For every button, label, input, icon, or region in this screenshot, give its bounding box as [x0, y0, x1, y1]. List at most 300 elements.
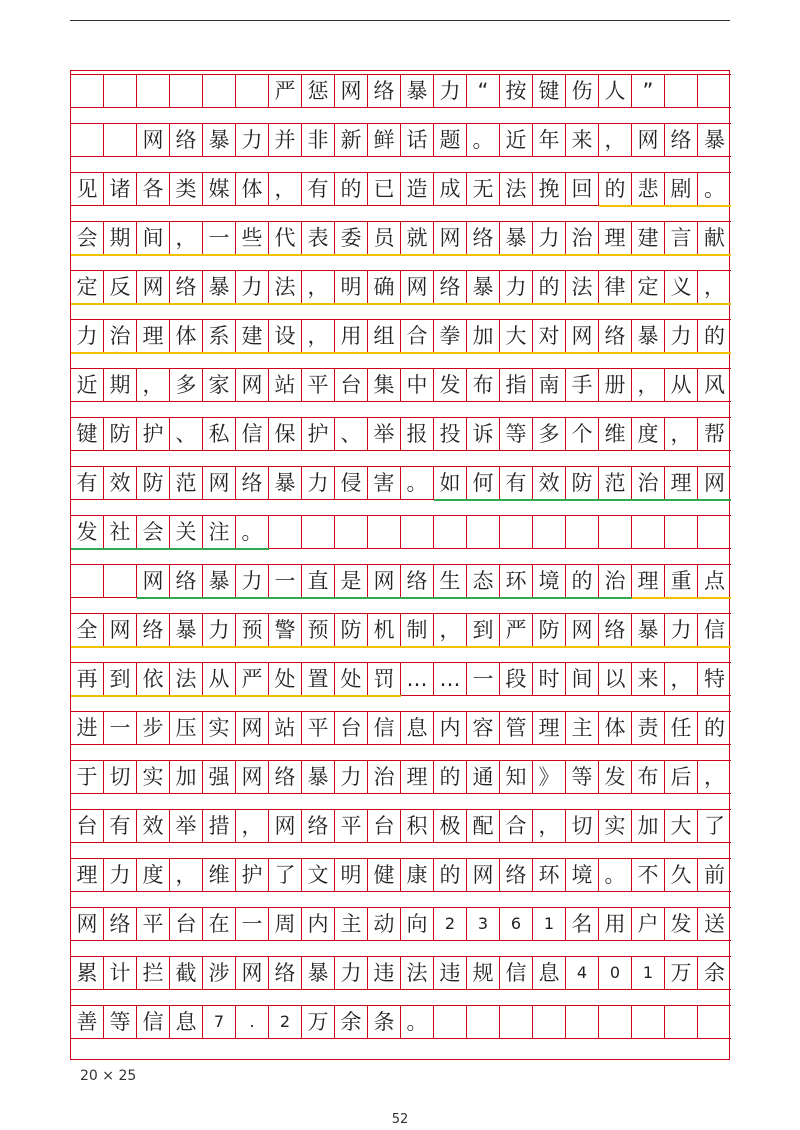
- grid-cell: 诉: [467, 418, 500, 450]
- grid-cell: 效: [137, 810, 170, 842]
- grid-cell: 报: [401, 418, 434, 450]
- grid-cell: 的: [599, 173, 632, 205]
- grid-cell: 如: [434, 467, 467, 499]
- grid-cell: 平: [302, 712, 335, 744]
- grid-cell: 切: [104, 761, 137, 793]
- grid-cell: 实: [599, 810, 632, 842]
- grid-cell: 极: [434, 810, 467, 842]
- grid-cell: 律: [599, 271, 632, 303]
- grid-cell: 特: [704, 666, 725, 691]
- grid-cell: 加: [467, 320, 500, 352]
- grid-cell: 网: [566, 614, 599, 646]
- grid-cell: 4: [566, 957, 599, 989]
- grid-cell: 7: [203, 1006, 236, 1038]
- grid-cell: 悲: [632, 173, 665, 205]
- grid-cell: 息: [533, 957, 566, 989]
- grid-row: [71, 1005, 731, 1039]
- grid-cell: 法: [401, 957, 434, 989]
- grid-cell: 站: [269, 712, 302, 744]
- grid-row: [71, 662, 731, 696]
- grid-cell: 处: [335, 663, 368, 695]
- grid-cell: 暴: [632, 614, 665, 646]
- grid-cell: 再: [71, 663, 104, 695]
- grid-cell: [665, 1006, 698, 1038]
- grid-cell: 制: [401, 614, 434, 646]
- grid-cell: 。: [599, 859, 632, 891]
- grid-cell: 个: [566, 418, 599, 450]
- grid-cell: 从: [665, 369, 698, 401]
- grid-row: [71, 172, 731, 206]
- grid-cell: 到: [467, 614, 500, 646]
- grid-cell: 期: [104, 369, 137, 401]
- grid-cell: [71, 75, 104, 107]
- grid-cell: 定: [632, 271, 665, 303]
- grid-cell: 关: [170, 516, 203, 548]
- grid-cell: [665, 75, 698, 107]
- grid-cell: 前: [704, 862, 725, 887]
- grid-cell: 力: [335, 761, 368, 793]
- manuscript-grid: [70, 70, 730, 1060]
- grid-cell: 强: [203, 761, 236, 793]
- grid-row: [71, 711, 731, 745]
- grid-cell: 等: [566, 761, 599, 793]
- grid-cell: 对: [533, 320, 566, 352]
- grid-cell: 法: [566, 271, 599, 303]
- grid-cell: 治: [566, 222, 599, 254]
- grid-cell: 站: [269, 369, 302, 401]
- grid-cell: 的: [434, 761, 467, 793]
- grid-cell: 设: [269, 320, 302, 352]
- grid-cell: 久: [665, 859, 698, 891]
- grid-cell: 人: [599, 75, 632, 107]
- grid-cell: 范: [599, 467, 632, 499]
- grid-cell: ，: [302, 271, 335, 303]
- grid-cell: 体: [170, 320, 203, 352]
- grid-cell: [203, 75, 236, 107]
- grid-cell: 2: [434, 908, 467, 940]
- grid-cell: 言: [665, 222, 698, 254]
- grid-cell: 》: [533, 761, 566, 793]
- highlight-underline: [599, 205, 731, 207]
- grid-cell: 护: [302, 418, 335, 450]
- grid-cell: 诸: [104, 173, 137, 205]
- grid-cell: 理: [533, 712, 566, 744]
- grid-cell: 计: [104, 957, 137, 989]
- grid-cell: [566, 516, 599, 548]
- grid-cell: 力: [236, 124, 269, 156]
- grid-cell: 效: [533, 467, 566, 499]
- grid-cell: 系: [203, 320, 236, 352]
- grid-cell: 伤: [566, 75, 599, 107]
- grid-cell: 布: [467, 369, 500, 401]
- grid-cell: 举: [170, 810, 203, 842]
- grid-cell: 义: [665, 271, 698, 303]
- grid-cell: 网: [236, 369, 269, 401]
- grid-cell: 多: [170, 369, 203, 401]
- grid-cell: 6: [500, 908, 533, 940]
- grid-cell: 境: [533, 565, 566, 597]
- grid-cell: 有: [302, 173, 335, 205]
- grid-cell: 任: [665, 712, 698, 744]
- grid-cell: 力: [665, 614, 698, 646]
- grid-cell: 累: [71, 957, 104, 989]
- grid-cell: 合: [401, 320, 434, 352]
- grid-cell: 络: [170, 124, 203, 156]
- grid-cell: 近: [500, 124, 533, 156]
- grid-cell: 侵: [335, 467, 368, 499]
- grid-cell: 暴: [203, 565, 236, 597]
- grid-cell: 大: [500, 320, 533, 352]
- grid-cell: 体: [236, 173, 269, 205]
- grid-cell: 防: [533, 614, 566, 646]
- grid-cell: 名: [566, 908, 599, 940]
- grid-cell: 力: [104, 859, 137, 891]
- grid-cell: 的: [566, 565, 599, 597]
- grid-cell: 键: [533, 75, 566, 107]
- grid-cell: 时: [533, 663, 566, 695]
- grid-cell: [566, 1006, 599, 1038]
- grid-cell: 治: [632, 467, 665, 499]
- grid-cell: [368, 516, 401, 548]
- grid-cell: [698, 1006, 731, 1038]
- grid-row: [71, 613, 731, 647]
- grid-cell: 惩: [302, 75, 335, 107]
- grid-cell: 台: [170, 908, 203, 940]
- grid-cell: 暴: [632, 320, 665, 352]
- grid-cell: 进: [71, 712, 104, 744]
- grid-cell: 态: [467, 565, 500, 597]
- grid-cell: 到: [104, 663, 137, 695]
- grid-cell: 信: [236, 418, 269, 450]
- grid-cell: 暴: [170, 614, 203, 646]
- grid-cell: 挽: [533, 173, 566, 205]
- grid-cell: 拦: [137, 957, 170, 989]
- grid-cell: 帮: [704, 421, 725, 446]
- grid-cell: 户: [632, 908, 665, 940]
- grid-size-label: 20 × 25: [80, 1068, 137, 1084]
- grid-cell: 多: [533, 418, 566, 450]
- grid-cell: 压: [170, 712, 203, 744]
- grid-row: [71, 564, 731, 598]
- grid-cell: 。: [401, 467, 434, 499]
- grid-cell: 知: [500, 761, 533, 793]
- grid-cell: 康: [401, 859, 434, 891]
- grid-cell: 范: [170, 467, 203, 499]
- grid-cell: 理: [401, 761, 434, 793]
- grid-cell: 暴: [302, 957, 335, 989]
- grid-cell: ，: [170, 859, 203, 891]
- grid-cell: 络: [269, 761, 302, 793]
- grid-cell: 信: [137, 1006, 170, 1038]
- grid-cell: 网: [137, 565, 170, 597]
- grid-cell: ，: [704, 764, 725, 789]
- grid-cell: 明: [335, 271, 368, 303]
- grid-cell: 等: [500, 418, 533, 450]
- header-rule: [70, 20, 730, 21]
- grid-cell: 网: [236, 957, 269, 989]
- grid-cell: 境: [566, 859, 599, 891]
- grid-cell: 信: [704, 617, 725, 642]
- grid-cell: 暴: [401, 75, 434, 107]
- grid-cell: 送: [704, 911, 725, 936]
- grid-cell: 的: [704, 715, 725, 740]
- grid-cell: 段: [500, 663, 533, 695]
- grid-cell: 平: [137, 908, 170, 940]
- grid-cell: 间: [566, 663, 599, 695]
- grid-cell: 从: [203, 663, 236, 695]
- grid-row: [71, 907, 731, 941]
- grid-cell: 不: [632, 859, 665, 891]
- grid-cell: 反: [104, 271, 137, 303]
- grid-cell: 络: [269, 957, 302, 989]
- grid-cell: 维: [203, 859, 236, 891]
- grid-cell: 集: [368, 369, 401, 401]
- grid-cell: 机: [368, 614, 401, 646]
- grid-cell: 严: [236, 663, 269, 695]
- grid-cell: 员: [368, 222, 401, 254]
- grid-cell: 理: [599, 222, 632, 254]
- grid-cell: 理: [137, 320, 170, 352]
- highlight-underline: [71, 254, 731, 256]
- grid-cell: 了: [269, 859, 302, 891]
- grid-cell: 网: [104, 614, 137, 646]
- grid-cell: 各: [137, 173, 170, 205]
- grid-cell: 内: [434, 712, 467, 744]
- grid-cell: 暴: [203, 271, 236, 303]
- grid-cell: 社: [104, 516, 137, 548]
- grid-cell: 建: [236, 320, 269, 352]
- grid-cell: 害: [368, 467, 401, 499]
- grid-cell: 2: [269, 1006, 302, 1038]
- grid-cell: 治: [104, 320, 137, 352]
- grid-cell: 网: [401, 271, 434, 303]
- grid-cell: 造: [401, 173, 434, 205]
- grid-cell: 明: [335, 859, 368, 891]
- grid-cell: 向: [401, 908, 434, 940]
- grid-cell: [170, 75, 203, 107]
- grid-cell: 网: [704, 470, 725, 495]
- grid-cell: 法: [269, 271, 302, 303]
- grid-cell: 发: [71, 516, 104, 548]
- grid-cell: 主: [335, 908, 368, 940]
- grid-cell: 络: [137, 614, 170, 646]
- grid-cell: 代: [269, 222, 302, 254]
- grid-cell: 防: [566, 467, 599, 499]
- grid-cell: 点: [704, 568, 725, 593]
- grid-cell: 主: [566, 712, 599, 744]
- grid-cell: 力: [302, 467, 335, 499]
- grid-cell: 罚: [368, 663, 401, 695]
- grid-cell: ，: [302, 320, 335, 352]
- grid-cell: 积: [401, 810, 434, 842]
- grid-cell: 的: [704, 323, 725, 348]
- grid-cell: 拳: [434, 320, 467, 352]
- grid-cell: 信: [368, 712, 401, 744]
- grid-cell: 定: [71, 271, 104, 303]
- grid-cell: …: [434, 663, 467, 695]
- grid-cell: 络: [467, 222, 500, 254]
- grid-cell: 实: [203, 712, 236, 744]
- grid-cell: 在: [203, 908, 236, 940]
- grid-cell: 指: [500, 369, 533, 401]
- grid-cell: 预: [236, 614, 269, 646]
- grid-cell: 善: [71, 1006, 104, 1038]
- grid-cell: 家: [203, 369, 236, 401]
- grid-cell: 来: [632, 663, 665, 695]
- grid-cell: ，: [170, 222, 203, 254]
- grid-cell: 期: [104, 222, 137, 254]
- grid-cell: 是: [335, 565, 368, 597]
- grid-row: [71, 956, 731, 990]
- highlight-underline: [632, 597, 731, 599]
- highlight-underline: [71, 695, 401, 697]
- grid-cell: 台: [335, 712, 368, 744]
- grid-cell: 息: [170, 1006, 203, 1038]
- grid-cell: 建: [632, 222, 665, 254]
- grid-cell: 一: [269, 565, 302, 597]
- grid-cell: [335, 516, 368, 548]
- grid-cell: 责: [632, 712, 665, 744]
- grid-cell: ，: [236, 810, 269, 842]
- grid-cell: 处: [269, 663, 302, 695]
- grid-cell: 络: [434, 271, 467, 303]
- highlight-underline: [71, 548, 269, 550]
- grid-cell: 重: [665, 565, 698, 597]
- grid-cell: [632, 1006, 665, 1038]
- grid-cell: 。: [467, 124, 500, 156]
- grid-cell: …: [401, 663, 434, 695]
- grid-cell: 成: [434, 173, 467, 205]
- grid-cell: [104, 124, 137, 156]
- grid-cell: 力: [236, 565, 269, 597]
- highlight-underline: [137, 597, 632, 599]
- grid-cell: [500, 1006, 533, 1038]
- grid-cell: 类: [170, 173, 203, 205]
- grid-cell: 台: [368, 810, 401, 842]
- grid-cell: 网: [137, 271, 170, 303]
- grid-cell: 一: [203, 222, 236, 254]
- grid-cell: 来: [566, 124, 599, 156]
- grid-cell: 络: [401, 565, 434, 597]
- grid-cell: 络: [599, 614, 632, 646]
- grid-cell: 。: [704, 176, 725, 201]
- grid-cell: 措: [203, 810, 236, 842]
- grid-cell: ，: [599, 124, 632, 156]
- grid-cell: 3: [467, 908, 500, 940]
- grid-cell: [71, 124, 104, 156]
- grid-cell: 等: [104, 1006, 137, 1038]
- grid-cell: 话: [401, 124, 434, 156]
- grid-cell: 合: [500, 810, 533, 842]
- grid-cell: 力: [71, 320, 104, 352]
- grid-cell: 全: [71, 614, 104, 646]
- grid-cell: 发: [599, 761, 632, 793]
- grid-cell: 网: [632, 124, 665, 156]
- grid-cell: 发: [665, 908, 698, 940]
- grid-cell: 息: [401, 712, 434, 744]
- grid-cell: 间: [137, 222, 170, 254]
- grid-cell: ，: [632, 369, 665, 401]
- grid-cell: 年: [533, 124, 566, 156]
- grid-row: [71, 760, 731, 794]
- grid-cell: 维: [599, 418, 632, 450]
- grid-cell: 暴: [467, 271, 500, 303]
- grid-cell: 。: [236, 516, 269, 548]
- grid-cell: 媒: [203, 173, 236, 205]
- grid-cell: ，: [665, 418, 698, 450]
- grid-cell: 文: [302, 859, 335, 891]
- grid-cell: 注: [203, 516, 236, 548]
- grid-cell: 于: [71, 761, 104, 793]
- grid-row: [71, 270, 731, 304]
- page-number: 52: [391, 1112, 409, 1127]
- grid-row: [71, 809, 731, 843]
- grid-cell: 治: [599, 565, 632, 597]
- grid-cell: 就: [401, 222, 434, 254]
- grid-cell: 台: [71, 810, 104, 842]
- grid-cell: 健: [368, 859, 401, 891]
- grid-cell: 络: [170, 565, 203, 597]
- grid-cell: 并: [269, 124, 302, 156]
- grid-cell: 内: [302, 908, 335, 940]
- grid-cell: 置: [302, 663, 335, 695]
- grid-cell: ，: [533, 810, 566, 842]
- grid-cell: 一: [467, 663, 500, 695]
- grid-cell: 会: [137, 516, 170, 548]
- grid-cell: 通: [467, 761, 500, 793]
- grid-cell: 网: [434, 222, 467, 254]
- grid-cell: 台: [335, 369, 368, 401]
- grid-cell: 直: [302, 565, 335, 597]
- grid-cell: 体: [599, 712, 632, 744]
- grid-cell: 以: [599, 663, 632, 695]
- grid-cell: 投: [434, 418, 467, 450]
- grid-cell: ，: [137, 369, 170, 401]
- grid-row: [71, 858, 731, 892]
- grid-cell: 严: [500, 614, 533, 646]
- grid-cell: [401, 516, 434, 548]
- grid-cell: 、: [170, 418, 203, 450]
- grid-cell: ，: [665, 663, 698, 695]
- grid-cell: 力: [434, 75, 467, 107]
- grid-cell: 大: [665, 810, 698, 842]
- grid-cell: 配: [467, 810, 500, 842]
- grid-cell: 献: [704, 225, 725, 250]
- grid-row: [71, 466, 731, 500]
- grid-cell: 何: [467, 467, 500, 499]
- grid-cell: 暴: [704, 127, 725, 152]
- grid-cell: 会: [71, 222, 104, 254]
- grid-cell: 信: [500, 957, 533, 989]
- grid-cell: [467, 516, 500, 548]
- grid-cell: 一: [236, 908, 269, 940]
- grid-cell: 确: [368, 271, 401, 303]
- grid-cell: 防: [335, 614, 368, 646]
- grid-cell: 组: [368, 320, 401, 352]
- grid-cell: 布: [632, 761, 665, 793]
- grid-cell: 度: [632, 418, 665, 450]
- grid-cell: 近: [71, 369, 104, 401]
- highlight-underline: [71, 352, 731, 354]
- grid-cell: [533, 1006, 566, 1038]
- grid-row: [71, 368, 731, 402]
- grid-cell: ，: [704, 274, 725, 299]
- highlight-underline: [71, 646, 731, 648]
- grid-cell: 后: [665, 761, 698, 793]
- grid-cell: 有: [71, 467, 104, 499]
- grid-cell: 非: [302, 124, 335, 156]
- grid-cell: [500, 516, 533, 548]
